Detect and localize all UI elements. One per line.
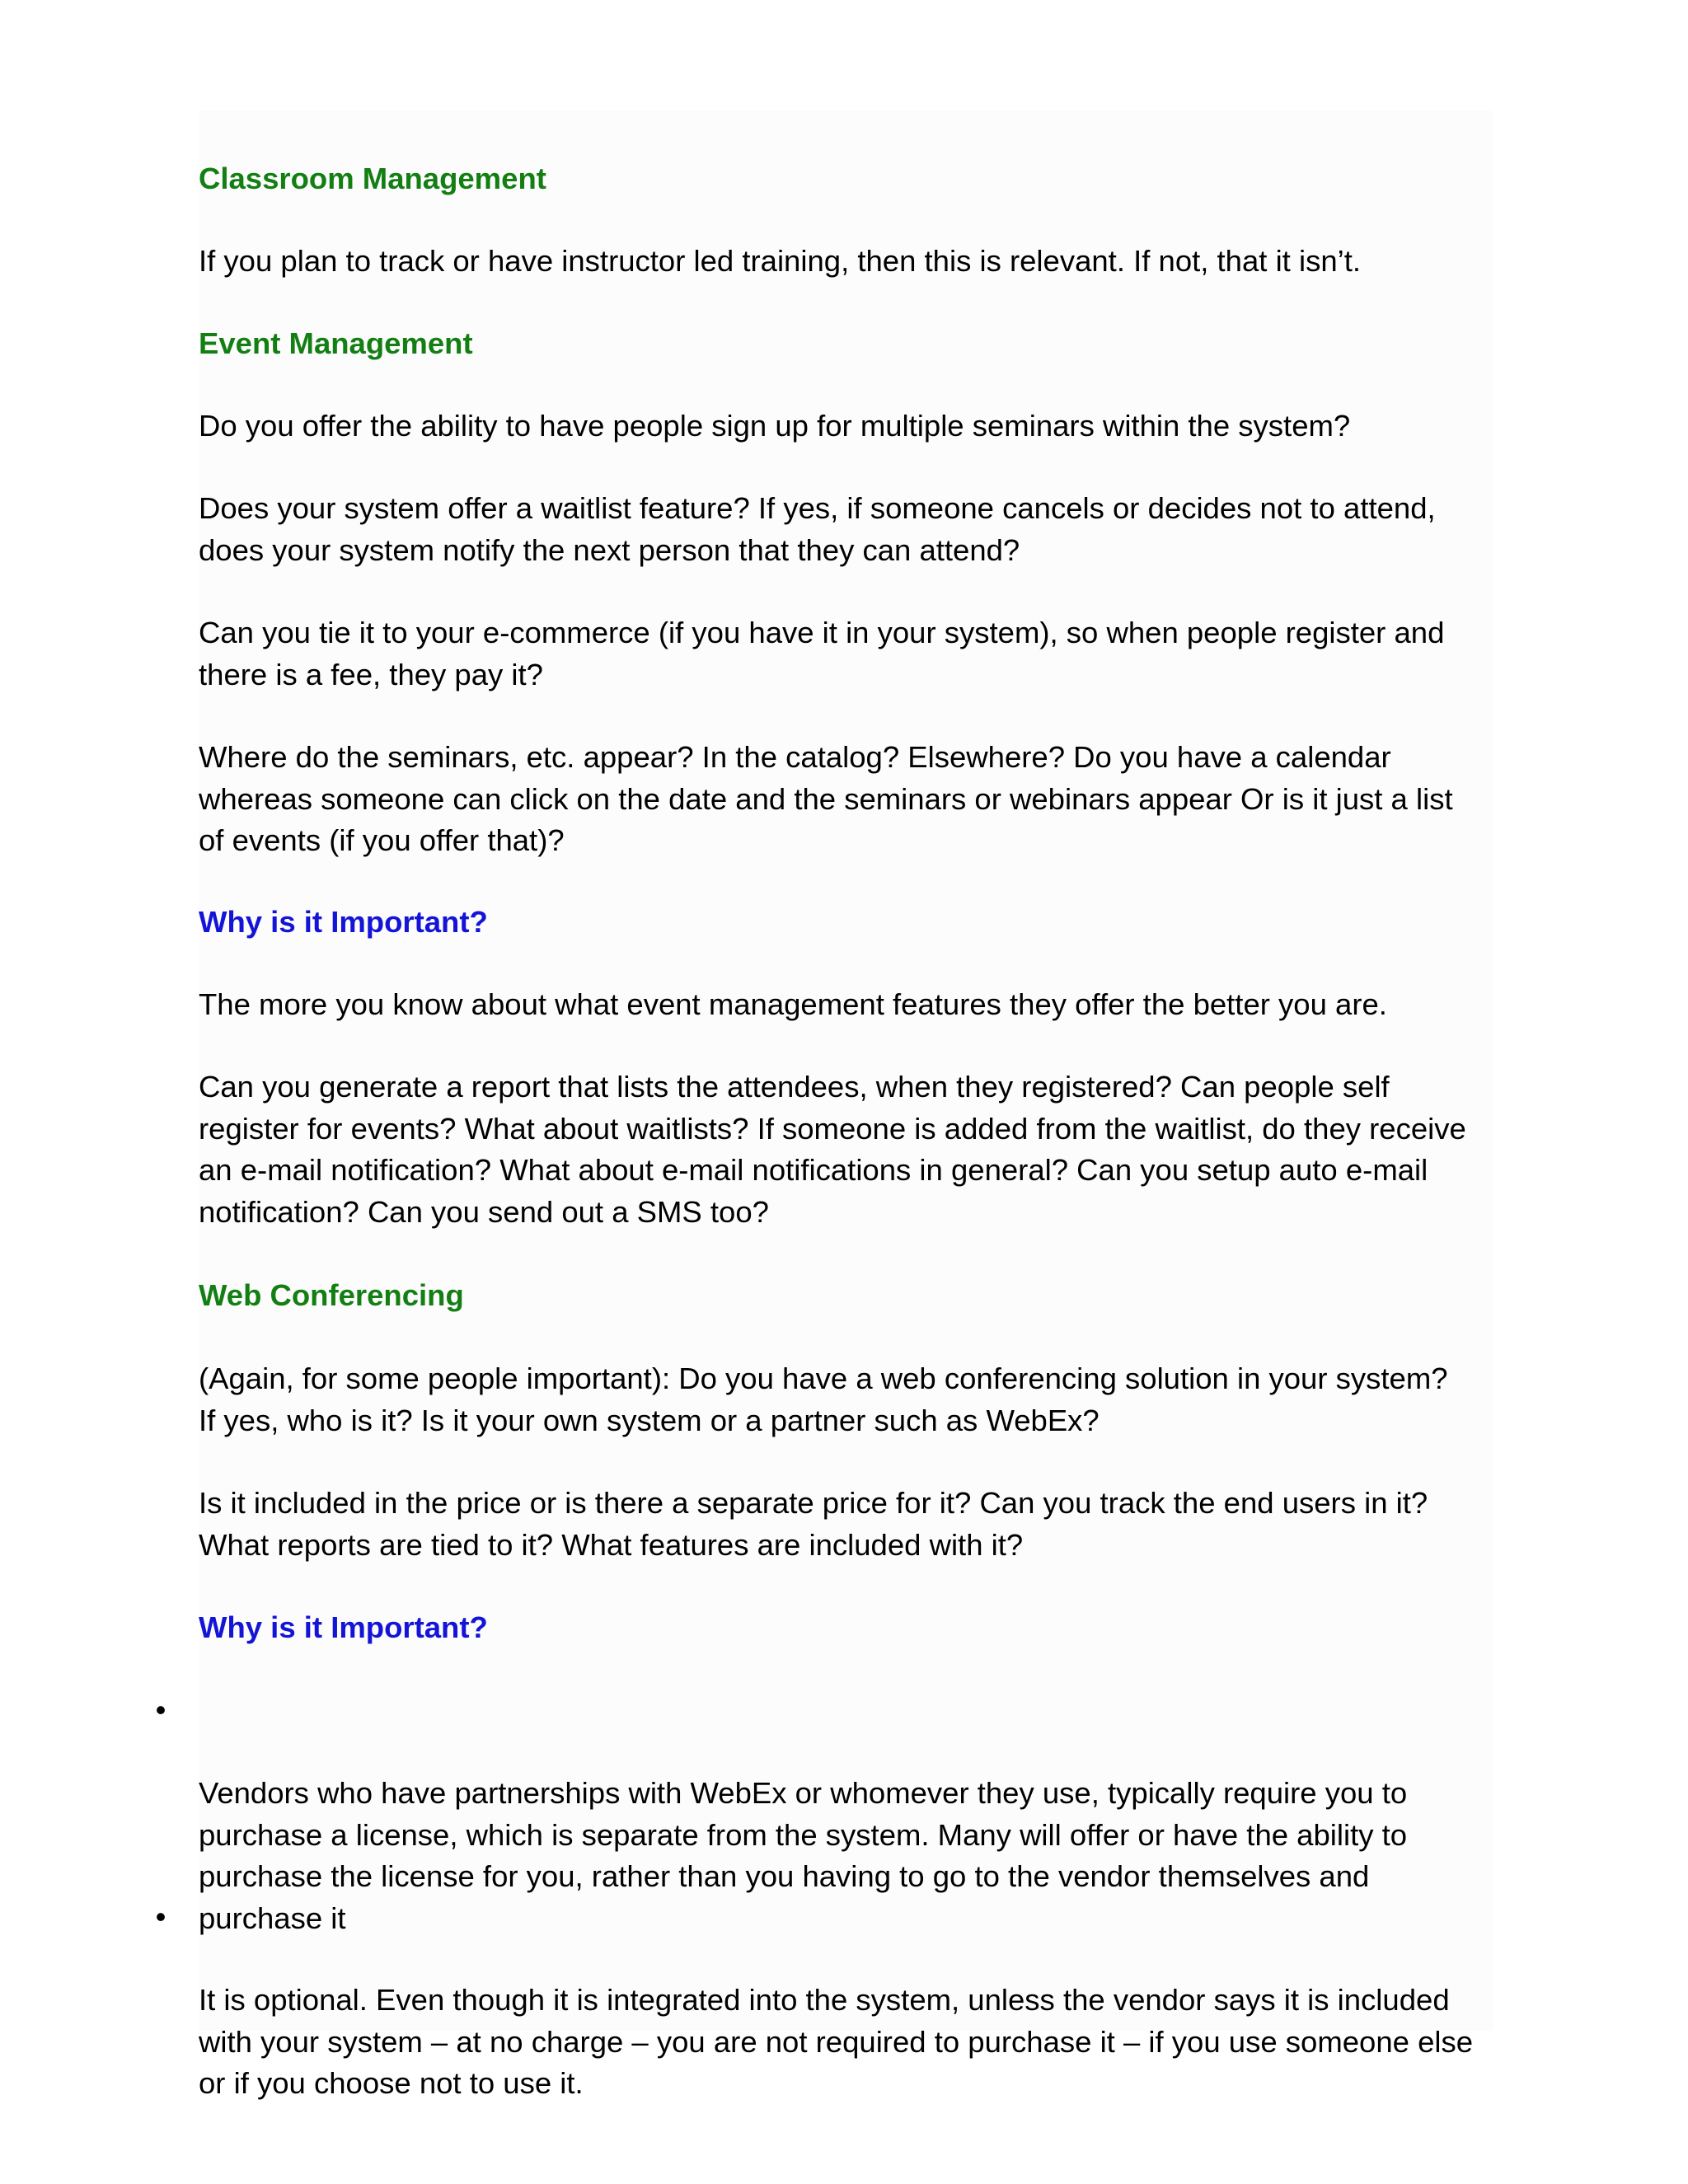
section-heading-classroom-management: Classroom Management xyxy=(199,162,546,195)
paragraph: Does your system offer a waitlist feature? If yes, if someone cancels or decides not to attend, does your system notify the next person that they can attend? xyxy=(199,491,1436,567)
paragraph: If you plan to track or have instructor led training, then this is relevant. If not, that it isn’t. xyxy=(199,244,1362,278)
paragraph: Is it included in the price or is there a separate price for it? Can you track the end users in it? What reports are tied to it? What features are included with it? xyxy=(199,1486,1428,1562)
paragraph: Where do the seminars, etc. appear? In the catalog? Elsewhere? Do you have a calendar whereas someone can click on the date and the seminars or webinars appear Or is it just a list of events (if you offer that)? xyxy=(199,740,1453,857)
document-page xyxy=(155,110,1493,2100)
paragraph: Do you offer the ability to have people sign up for multiple seminars within the system? xyxy=(199,409,1351,443)
paragraph: (Again, for some people important): Do you have a web conferencing solution in your system? If yes, who is it? Is it your own system or a partner such as WebEx? xyxy=(199,1361,1448,1437)
bullet-icon: • xyxy=(155,1900,166,1933)
bullet-text: It is optional. Even though it is integrated into the system, unless the vendor says it is included with your system – at no charge – you are not required to purchase it – if you use someone else or if you choose not to use it. xyxy=(199,1983,1474,2100)
section-heading-web-conferencing: Web Conferencing xyxy=(199,1278,464,1312)
bullet-text: Vendors who have partnerships with WebEx or whomever they use, typically require you to purchase a license, which is separate from the system. Many will offer or have the ability to purchase the license for you, rather than you having to go to the vendor themselves and purchase it xyxy=(199,1776,1408,1935)
why-important-heading: Why is it Important? xyxy=(199,1610,488,1644)
bullet-icon: • xyxy=(155,1693,166,1727)
bullet-list-item xyxy=(155,1896,1493,2105)
paragraph: Can you generate a report that lists the attendees, when they registered? Can people self register for events? What about waitlists? If someone is added from the waitlist, do they receive an e-mail notification? What about e-mail notifications in general? Can you setup auto e-mail notification? Can you send out a SMS too? xyxy=(199,1070,1466,1229)
paragraph: Can you tie it to your e-commerce (if you have it in your system), so when people register and there is a fee, they pay it? xyxy=(199,616,1445,691)
paragraph: The more you know about what event management features they offer the better you are. xyxy=(199,987,1387,1021)
why-important-heading: Why is it Important? xyxy=(199,905,488,939)
section-heading-event-management: Event Management xyxy=(199,326,473,360)
